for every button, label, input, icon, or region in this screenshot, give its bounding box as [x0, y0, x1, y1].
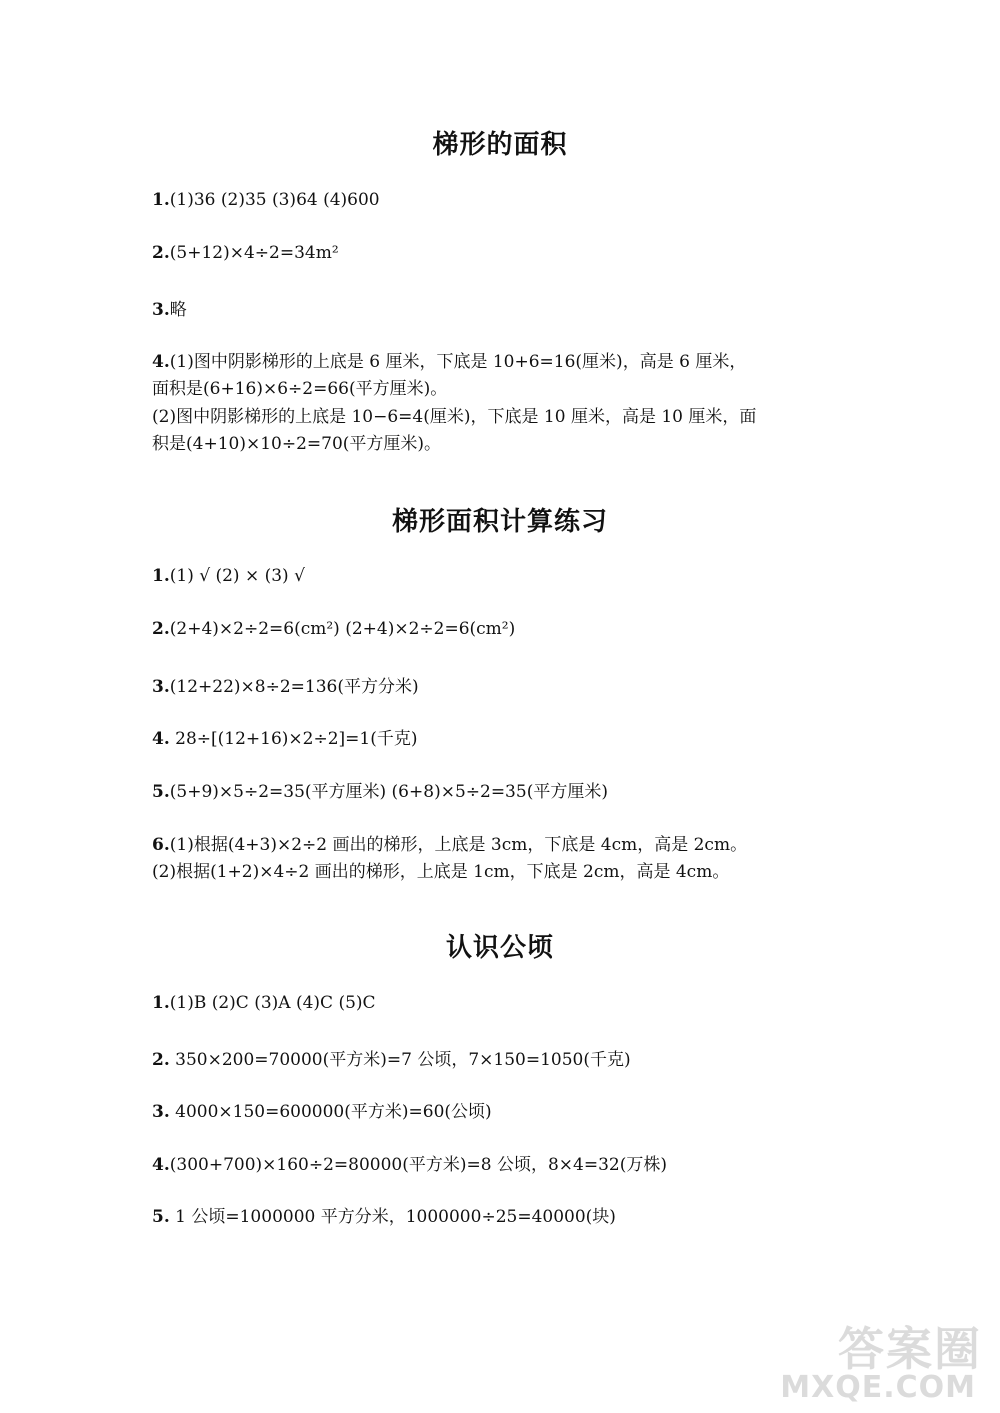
answer-line: 4.(1)图中阴影梯形的上底是 6 厘米，下底是 10+6=16(厘米)，高是 6 厘米， — [152, 352, 747, 372]
watermark-logo-text: 答案圈 — [838, 1322, 982, 1376]
answer-line: 1.(1)36 (2)35 (3)64 (4)600 — [152, 190, 380, 210]
section-title-hectare: 认识公顷 — [445, 933, 554, 963]
answer-line: 2.(2+4)×2÷2=6(cm²) (2+4)×2÷2=6(cm²) — [152, 619, 516, 639]
answer-line: 1.(1)B (2)C (3)A (4)C (5)C — [152, 993, 376, 1013]
answer-line: 1.(1) √ (2) × (3) √ — [152, 566, 305, 586]
answer-line: 6.(1)根据(4+3)×2÷2 画出的梯形，上底是 3cm，下底是 4cm，高是 2cm。 — [152, 835, 748, 855]
answer-line-continued: 面积是(6+16)×6÷2=66(平方厘米)。 — [152, 379, 448, 399]
answer-line: 4.(300+700)×160÷2=80000(平方米)=8 公顷，8×4=32(万株) — [152, 1155, 667, 1175]
answer-line: 2.(5+12)×4÷2=34m² — [152, 243, 339, 263]
answer-line-continued: (2)图中阴影梯形的上底是 10−6=4(厘米)，下底是 10 厘米，高是 10 厘米，面 — [152, 407, 757, 427]
answer-line-continued: (2)根据(1+2)×4÷2 画出的梯形，上底是 1cm，下底是 2cm，高是 4cm。 — [152, 862, 730, 882]
answer-line: 2. 350×200=70000(平方米)=7 公顷，7×150=1050(千克) — [152, 1050, 631, 1070]
watermark-domain: MXQE.COM — [780, 1370, 976, 1405]
answer-line: 3.(12+22)×8÷2=136(平方分米) — [152, 677, 419, 697]
section-title-trapezoid-area: 梯形的面积 — [432, 130, 568, 160]
answer-line: 4. 28÷[(12+16)×2÷2]=1(千克) — [152, 729, 418, 749]
answer-line-continued: 积是(4+10)×10÷2=70(平方厘米)。 — [152, 434, 442, 454]
answer-line: 5.(5+9)×5÷2=35(平方厘米) (6+8)×5÷2=35(平方厘米) — [152, 782, 608, 802]
site-watermark — [742, 1313, 982, 1405]
answer-line: 3.略 — [152, 300, 187, 320]
answer-line: 3. 4000×150=600000(平方米)=60(公顷) — [152, 1102, 492, 1122]
section-title-trapezoid-practice: 梯形面积计算练习 — [391, 507, 608, 537]
answer-line: 5. 1 公顷=1000000 平方分米，1000000÷25=40000(块) — [152, 1207, 616, 1227]
